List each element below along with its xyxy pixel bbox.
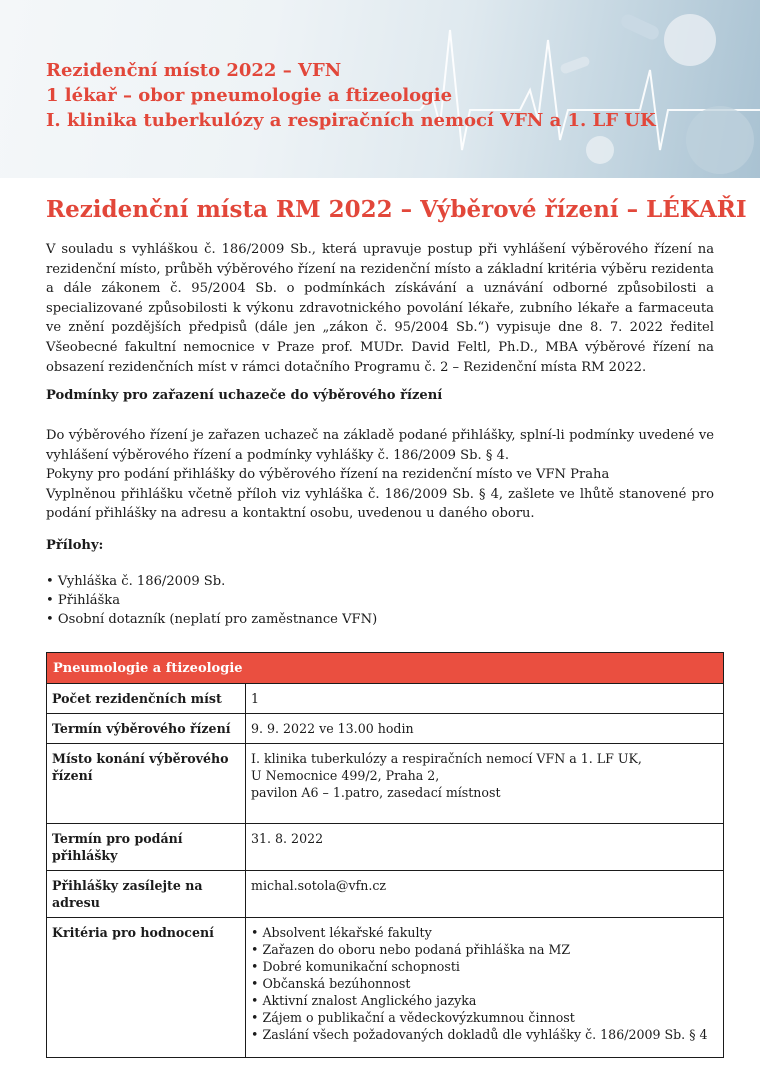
banner-title-line: 1 lékař – obor pneumologie a ftizeologie: [46, 85, 453, 106]
row-label: Termín výběrového řízení: [47, 714, 246, 744]
table-heading: Pneumologie a ftizeologie: [47, 653, 724, 684]
row-label: Místo konání výběrového řízení: [47, 744, 246, 824]
table-row: [47, 918, 724, 1058]
row-label: Počet rezidenčních míst: [47, 684, 246, 714]
criteria-item: • Dobré komunikační schopnosti: [251, 958, 718, 975]
position-info-table: [46, 652, 724, 1058]
criteria-item: • Absolvent lékařské fakulty: [251, 924, 718, 941]
criteria-item: • Občanská bezúhonnost: [251, 975, 718, 992]
header-banner: [0, 0, 760, 178]
row-label: Kritéria pro hodnocení: [47, 918, 246, 1058]
attachment-item: • Přihláška: [46, 591, 377, 610]
conditions-paragraph: Vyplněnou přihlášku včetně příloh viz vyhláška č. 186/2009 Sb. § 4, zašlete ve lhůtě stanovené pro podání přihlášky na adresu a kontaktní osobu, uvedenou u daného oboru.: [46, 486, 714, 522]
attachment-item: • Vyhláška č. 186/2009 Sb.: [46, 572, 377, 591]
conditions-heading: Podmínky pro zařazení uchazeče do výběrového řízení: [46, 388, 443, 403]
table-row: [47, 684, 724, 714]
attachments-heading: Přílohy:: [46, 538, 104, 553]
criteria-item: • Aktivní znalost Anglického jazyka: [251, 992, 718, 1009]
row-label: Přihlášky zasílejte na adresu: [47, 871, 246, 918]
table-row: [47, 824, 724, 871]
address-line: U Nemocnice 499/2, Praha 2,: [251, 768, 440, 783]
row-value: 1: [246, 684, 724, 714]
intro-paragraph: V souladu s vyhláškou č. 186/2009 Sb., která upravuje postup při vyhlášení výběrového řízení na rezidenční místo, průběh výběrového řízení na rezidenční místo a základní kritéria výběru rezidenta a dále zákonem č. 95/2004 Sb. o podmínkách získávání a uznávání odborné způsobilosti a specializované způsobilosti k výkonu zdravotnického povolání lékaře, zubního lékaře a farmaceuta ve znění pozdějších předpisů (dále jen „zákon č. 95/2004 Sb.“) vypisuje dne 8. 7. 2022 ředitel Všeobecné fakultní nemocnice v Praze prof. MUDr. David Feltl, Ph.D., MBA výběrové řízení na obsazení rezidenčních míst v rámci dotačního Programu č. 2 – Rezidenční místa RM 2022.: [46, 242, 714, 375]
criteria-list: [251, 924, 718, 1043]
table-row: [47, 714, 724, 744]
criteria-item: • Zaslání všech požadovaných dokladů dle vyhlášky č. 186/2009 Sb. § 4: [251, 1026, 718, 1043]
criteria-item: • Zařazen do oboru nebo podaná přihláška na MZ: [251, 941, 718, 958]
banner-title-line: Rezidenční místo 2022 – VFN: [46, 60, 342, 81]
page-title: Rezidenční místa RM 2022 – Výběrové řízení – LÉKAŘI: [46, 196, 747, 223]
row-value: 9. 9. 2022 ve 13.00 hodin: [246, 714, 724, 744]
banner-titles: [46, 58, 656, 133]
address-line: pavilon A6 – 1.patro, zasedací místnost: [251, 785, 501, 800]
conditions-text: [46, 426, 714, 524]
criteria-item: • Zájem o publikační a vědeckovýzkumnou činnost: [251, 1009, 718, 1026]
attachments-list: [46, 572, 377, 629]
row-label: Termín pro podání přihlášky: [47, 824, 246, 871]
address-line: I. klinika tuberkulózy a respiračních nemocí VFN a 1. LF UK,: [251, 751, 642, 766]
banner-title-line: I. klinika tuberkulózy a respiračních nemocí VFN a 1. LF UK: [46, 110, 656, 131]
conditions-paragraph: Do výběrového řízení je zařazen uchazeč na základě podané přihlášky, splní-li podmínky uvedené ve vyhlášení výběrového řízení a podmínky vyhlášky č. 186/2009 Sb. § 4.: [46, 428, 714, 463]
table-row: [47, 744, 724, 824]
row-value: [246, 744, 724, 824]
conditions-paragraph: Pokyny pro podání přihlášky do výběrového řízení na rezidenční místo ve VFN Praha: [46, 467, 610, 483]
row-value: 31. 8. 2022: [246, 824, 724, 871]
row-value: [246, 918, 724, 1058]
email-link[interactable]: michal.sotola@vfn.cz: [246, 871, 724, 918]
attachment-item: • Osobní dotazník (neplatí pro zaměstnance VFN): [46, 610, 377, 629]
table-row: [47, 871, 724, 918]
